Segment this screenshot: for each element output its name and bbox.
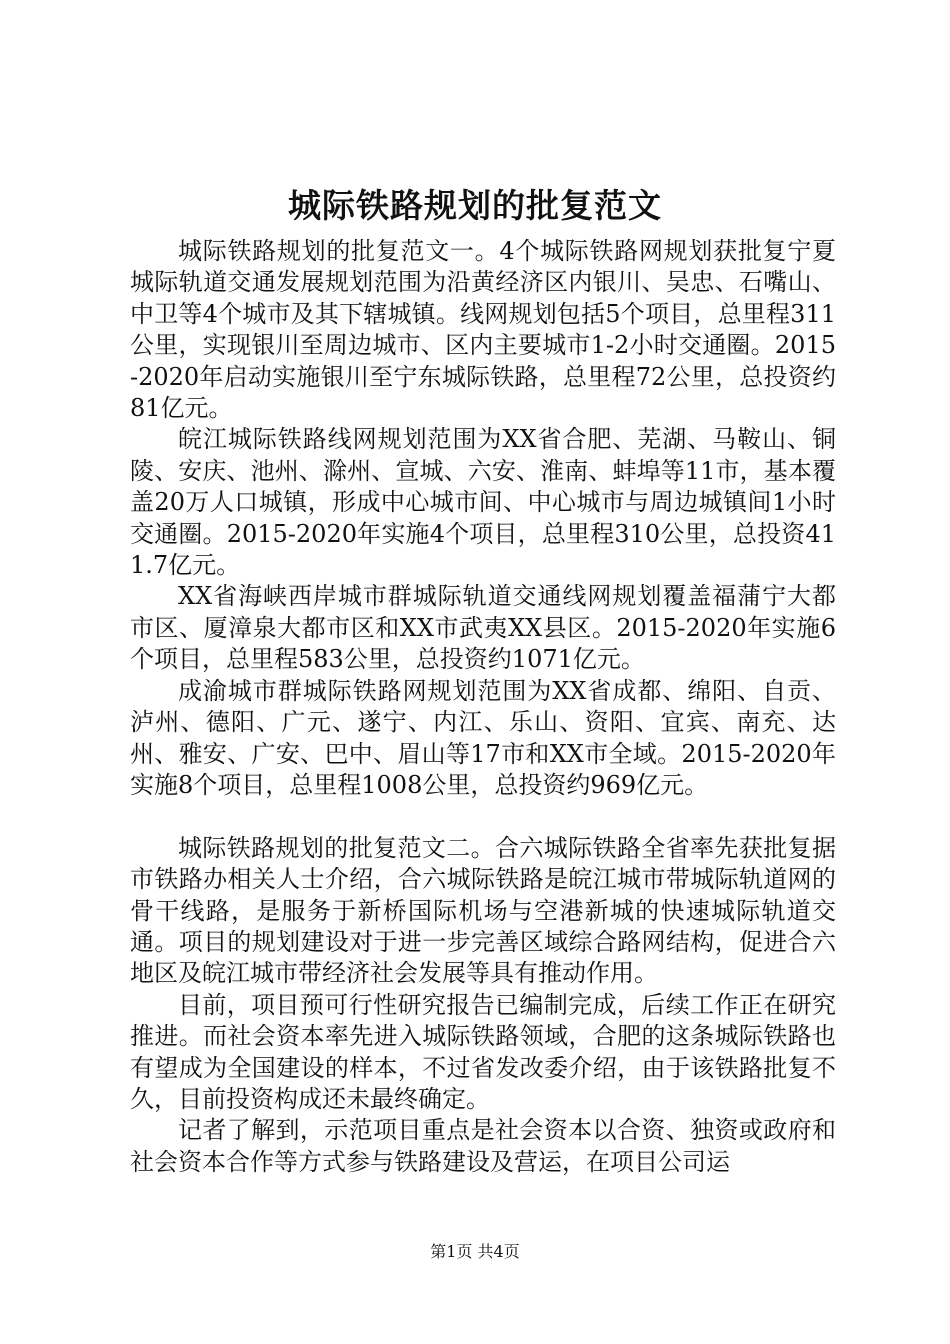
paragraph-7: 记者了解到，示范项目重点是社会资本以合资、独资或政府和社会资本合作等方式参与铁路建设及营运，在项目公司运 [130,1116,836,1176]
paragraph-4: 成渝城市群城际铁路网规划范围为XX省成都、绵阳、自贡、泸州、德阳、广元、遂宁、内江、乐山、资阳、宜宾、南充、达州、雅安、广安、巴中、眉山等17市和XX市全域。2015-2020年实施8个项目，总里程1008公里，总投资约969亿元。 [130,676,836,799]
document-body [130,236,836,1178]
document-title: 城际铁路规划的批复范文 [288,186,662,225]
paragraph-1: 城际铁路规划的批复范文一。4个城际铁路网规划获批复宁夏城际轨道交通发展规划范围为沿黄经济区内银川、吴忠、石嘴山、中卫等4个城市及其下辖城镇。线网规划包括5个项目，总里程311公里，实现银川至周边城市、区内主要城市1-2小时交通圈。2015-2020年启动实施银川至宁东城际铁路，总里程72公里，总投资约81亿元。 [130,237,836,423]
paragraph-2: 皖江城际铁路线网规划范围为XX省合肥、芜湖、马鞍山、铜陵、安庆、池州、滁州、宣城、六安、淮南、蚌埠等11市，基本覆盖20万人口城镇，形成中心城市间、中心城市与周边城镇间1小时交通圈。2015-2020年实施4个项目，总里程310公里，总投资411.7亿元。 [130,425,836,580]
paragraph-3: XX省海峡西岸城市群城际轨道交通线网规划覆盖福蒲宁大都市区、厦漳泉大都市区和XX市武夷XX县区。2015-2020年实施6个项目，总里程583公里，总投资约1071亿元。 [130,582,836,674]
paragraph-5: 城际铁路规划的批复范文二。合六城际铁路全省率先获批复据市铁路办相关人士介绍，合六城际铁路是皖江城市带城际轨道网的骨干线路，是服务于新桥国际机场与空港新城的快速城际轨道交通。项目的规划建设对于进一步完善区域综合路网结构，促进合六地区及皖江城市带经济社会发展等具有推动作用。 [130,833,836,988]
page-footer: 第1页 共4页 [430,1242,520,1261]
paragraph-6: 目前，项目预可行性研究报告已编制完成，后续工作正在研究推进。而社会资本率先进入城际铁路领域，合肥的这条城际铁路也有望成为全国建设的样本，不过省发改委介绍，由于该铁路批复不久，目前投资构成还未最终确定。 [130,990,836,1113]
section-gap [130,801,836,832]
